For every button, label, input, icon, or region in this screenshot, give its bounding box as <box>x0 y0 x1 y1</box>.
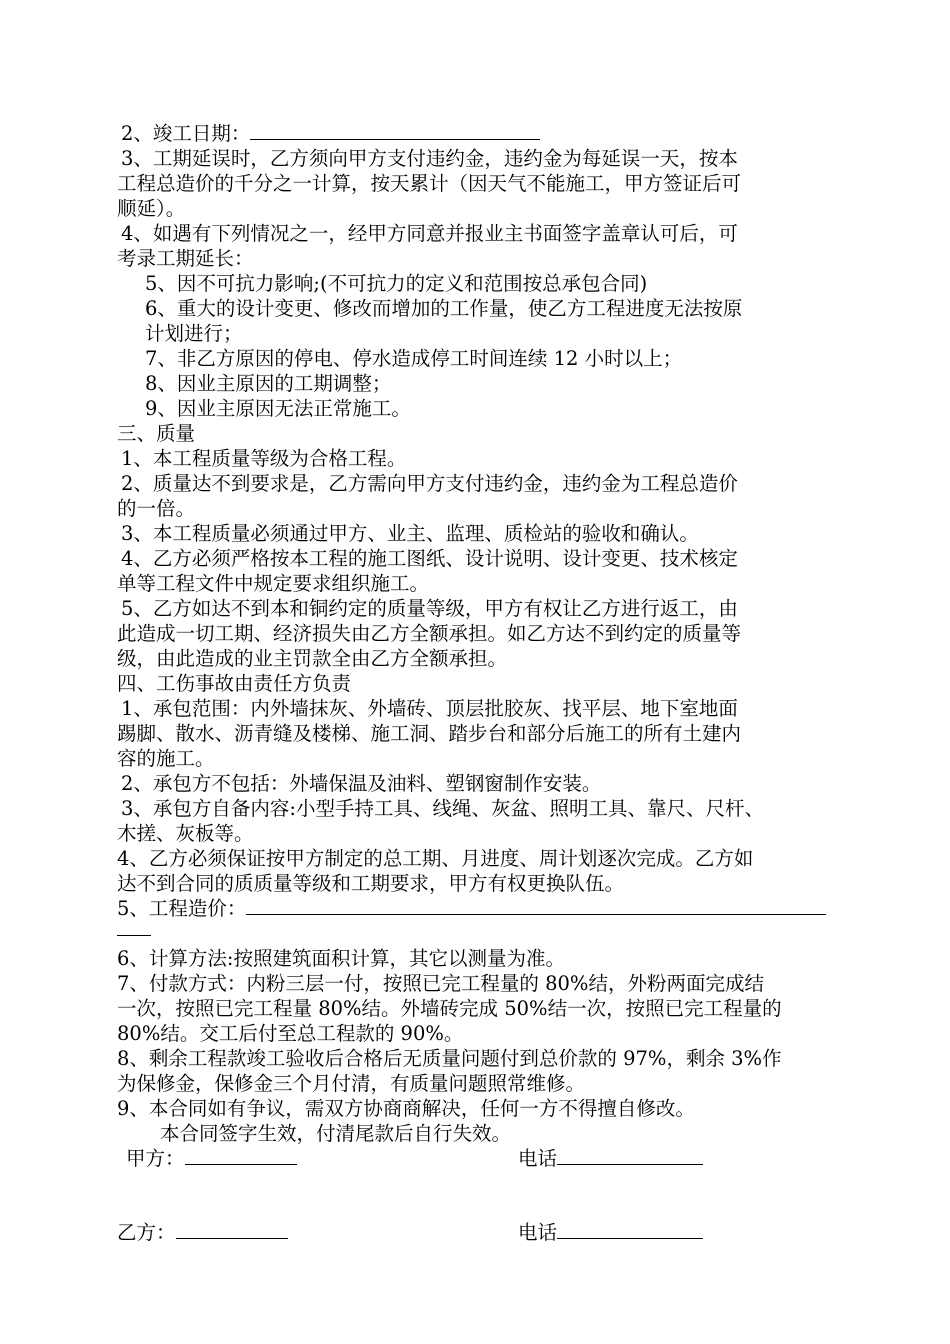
project-cost-blank-continuation <box>117 935 151 936</box>
party-b-phone-label: 电话 <box>518 1221 558 1244</box>
clause-line: 单等工程文件中规定要求组织施工。 <box>117 572 430 595</box>
party-a-signature <box>126 1146 297 1171</box>
clause-line: 4、乙方必须严格按本工程的施工图纸、设计说明、设计变更、技术核定 <box>121 547 738 570</box>
party-a-phone-blank <box>557 1146 703 1165</box>
clause-line: 3、本工程质量必须通过甲方、业主、监理、质检站的验收和确认。 <box>121 522 699 545</box>
clause-line: 6、重大的设计变更、修改而增加的工作量，使乙方工程进度无法按原 <box>145 297 743 320</box>
party-a-phone <box>518 1146 703 1171</box>
clause-line: 木搓、灰板等。 <box>117 822 254 845</box>
party-b-label: 乙方： <box>117 1221 176 1244</box>
clause-line: 4、乙方必须保证按甲方制定的总工期、月进度、周计划逐次完成。乙方如 <box>117 847 754 870</box>
clause-line: 80%结。交工后付至总工程款的 90%。 <box>117 1022 464 1045</box>
clause-line: 3、承包方自备内容:小型手持工具、线绳、灰盆、照明工具、靠尺、尺杆、 <box>121 797 764 820</box>
clause-line: 容的施工。 <box>117 747 215 770</box>
clause-line: 9、因业主原因无法正常施工。 <box>145 397 411 420</box>
completion-date-blank <box>250 121 540 140</box>
party-b-blank <box>176 1220 288 1239</box>
clause-line: 4、如遇有下列情况之一，经甲方同意并报业主书面签字盖章认可后，可 <box>121 222 738 245</box>
clause-line: 踢脚、散水、沥青缝及楼梯、施工洞、踏步台和部分后施工的所有土建内 <box>117 722 742 745</box>
project-cost-line <box>117 896 847 921</box>
party-a-phone-label: 电话 <box>518 1147 558 1170</box>
clause-line: 的一倍。 <box>117 497 196 520</box>
clause-line: 8、因业主原因的工期调整； <box>145 372 392 395</box>
party-b-phone <box>518 1220 703 1245</box>
clause-line: 达不到合同的质质量等级和工期要求，甲方有权更换队伍。 <box>117 872 625 895</box>
completion-date-label: 2、竣工日期： <box>121 122 251 145</box>
clause-line: 工程总造价的千分之一计算，按天累计（因天气不能施工，甲方签证后可 <box>117 172 742 195</box>
clause-line: 5、乙方如达不到本和铜约定的质量等级，甲方有权让乙方进行返工，由 <box>121 597 738 620</box>
clause-line: 此造成一切工期、经济损失由乙方全额承担。如乙方达不到约定的质量等 <box>117 622 742 645</box>
clause-line: 1、承包范围：内外墙抹灰、外墙砖、顶层批胶灰、找平层、地下室地面 <box>121 697 738 720</box>
party-a-blank <box>185 1146 297 1165</box>
completion-date-line <box>121 121 851 146</box>
clause-line: 考录工期延长： <box>117 247 254 270</box>
clause-line: 一次，按照已完工程量 80%结。外墙砖完成 50%结一次，按照已完工程量的 <box>117 997 782 1020</box>
project-cost-blank <box>246 896 826 915</box>
project-cost-label: 5、工程造价： <box>117 897 247 920</box>
clause-line: 顺延）。 <box>117 197 186 220</box>
clause-line: 7、付款方式：内粉三层一付，按照已完工程量的 80%结，外粉两面完成结 <box>117 972 764 995</box>
clause-line: 5、因不可抗力影响;(不可抗力的定义和范围按总承包合同) <box>145 272 648 295</box>
section-heading-injury: 四、工伤事故由责任方负责 <box>117 672 352 695</box>
clause-line: 9、本合同如有争议，需双方协商商解决，任何一方不得擅自修改。 <box>117 1097 695 1120</box>
party-b-phone-blank <box>557 1220 703 1239</box>
clause-line: 2、承包方不包括：外墙保温及油料、塑钢窗制作安装。 <box>121 772 602 795</box>
clause-line: 6、计算方法:按照建筑面积计算，其它以测量为准。 <box>117 947 565 970</box>
clause-line: 3、工期延误时，乙方须向甲方支付违约金，违约金为每延误一天，按本 <box>121 147 738 170</box>
clause-line: 级，由此造成的业主罚款全由乙方全额承担。 <box>117 647 508 670</box>
clause-line: 计划进行； <box>145 322 243 345</box>
clause-line: 本合同签字生效，付清尾款后自行失效。 <box>160 1122 512 1145</box>
section-heading-quality: 三、质量 <box>117 422 196 445</box>
clause-line: 为保修金，保修金三个月付清，有质量问题照常维修。 <box>117 1072 586 1095</box>
clause-line: 2、质量达不到要求是，乙方需向甲方支付违约金，违约金为工程总造价 <box>121 472 738 495</box>
clause-line: 1、本工程质量等级为合格工程。 <box>121 447 407 470</box>
clause-line: 7、非乙方原因的停电、停水造成停工时间连续 12 小时以上； <box>145 347 683 370</box>
party-b-signature <box>117 1220 288 1245</box>
clause-line: 8、剩余工程款竣工验收后合格后无质量问题付到总价款的 97%，剩余 3%作 <box>117 1047 782 1070</box>
party-a-label: 甲方： <box>126 1147 185 1170</box>
